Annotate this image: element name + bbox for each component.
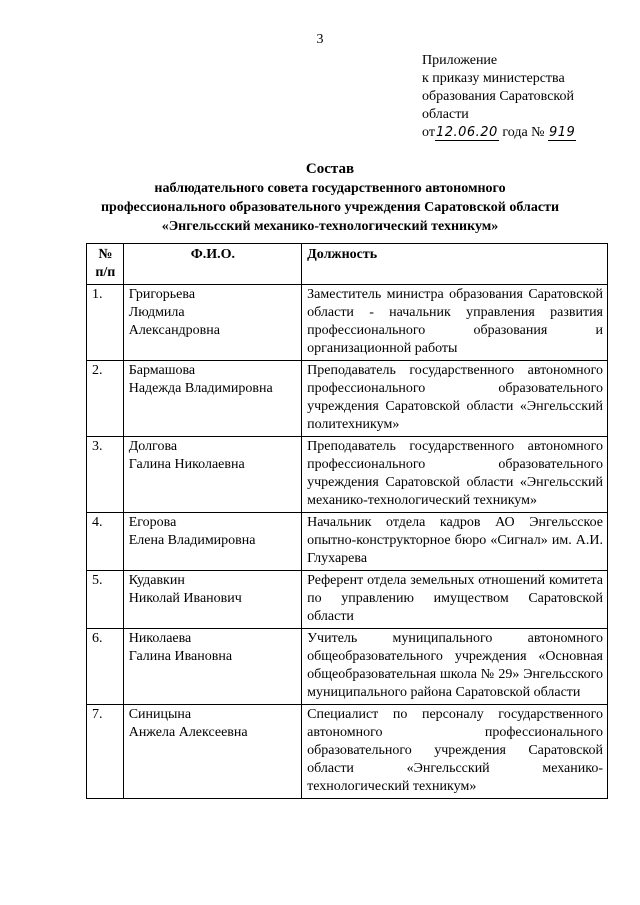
title-line-1: Состав <box>305 161 355 177</box>
council-members-table <box>86 243 608 799</box>
member-name-line: Бармашова <box>128 363 196 378</box>
member-name-line: Анжела Алексеевна <box>128 725 248 740</box>
member-name <box>123 437 301 513</box>
member-name-line: Егорова <box>128 515 177 530</box>
header-number: № п/п <box>87 244 124 285</box>
annex-line-2: к приказу министерства <box>422 71 565 86</box>
title-line-3: профессионального образовательного учреждения Саратовской области <box>100 200 560 215</box>
member-position: Преподаватель государственного автономного профессионального образовательного учреждения Саратовской области «Энгельсский политехникум» <box>302 361 608 437</box>
number-label: года № <box>502 125 545 140</box>
table-row <box>87 361 608 437</box>
member-name-line: Галина Ивановна <box>128 649 233 664</box>
member-position: Учитель муниципального автономного общеобразовательного учреждения «Основная общеобразовательная школа № 29» Энгельсского муниципального района Саратовской области <box>302 629 608 705</box>
table-row <box>87 705 608 799</box>
handwritten-number: 919 <box>549 125 576 140</box>
row-number: 2. <box>87 361 124 437</box>
row-number: 5. <box>87 571 124 629</box>
header-position: Должность <box>302 244 608 285</box>
annex-line-3: образования Саратовской <box>422 89 575 104</box>
member-name <box>123 571 301 629</box>
member-name <box>123 629 301 705</box>
annex-date-line <box>422 124 622 142</box>
member-name-line: Синицына <box>128 707 192 722</box>
annex-line-1: Приложение <box>422 53 498 68</box>
header-name: Ф.И.О. <box>123 244 301 285</box>
row-number: 3. <box>87 437 124 513</box>
member-name-line: Галина Николаевна <box>128 457 245 472</box>
member-name-line: Елена Владимировна <box>128 533 256 548</box>
member-position: Преподаватель государственного автономного профессионального образовательного учреждения Саратовской области «Энгельсский механико-технологический техникум» <box>302 437 608 513</box>
member-position: Заместитель министра образования Саратовской области - начальник управления развития профессионального образования и организационной работы <box>302 285 608 361</box>
row-number: 6. <box>87 629 124 705</box>
member-name-line: Григорьева <box>128 287 196 302</box>
member-name-line: Надежда Владимировна <box>128 381 273 396</box>
member-name-line: Александровна <box>128 323 220 338</box>
row-number: 1. <box>87 285 124 361</box>
table-row <box>87 571 608 629</box>
page-number: 3 <box>316 32 324 47</box>
row-number: 4. <box>87 513 124 571</box>
document-title <box>60 160 600 236</box>
date-prefix: от <box>422 125 435 140</box>
title-line-4: «Энгельсский механико-технологический техникум» <box>161 219 499 234</box>
table-row <box>87 285 608 361</box>
row-number: 7. <box>87 705 124 799</box>
member-name-line: Кудавкин <box>128 573 185 588</box>
table-row <box>87 629 608 705</box>
member-position: Референт отдела земельных отношений комитета по управлению имуществом Саратовской области <box>302 571 608 629</box>
member-name <box>123 361 301 437</box>
table-header-row <box>87 244 608 285</box>
handwritten-date: 12.06.20 <box>435 125 498 140</box>
member-name-line: Людмила <box>128 305 185 320</box>
table-row <box>87 513 608 571</box>
annex-block <box>422 52 622 142</box>
table-row <box>87 437 608 513</box>
member-name <box>123 285 301 361</box>
member-position: Специалист по персоналу государственного автономного профессионального образовательного учреждения Саратовской области «Энгельсский механико-технологический техникум» <box>302 705 608 799</box>
member-name-line: Долгова <box>128 439 178 454</box>
annex-line-4: области <box>422 107 469 122</box>
member-name <box>123 513 301 571</box>
member-name <box>123 705 301 799</box>
title-line-2: наблюдательного совета государственного автономного <box>154 181 506 196</box>
member-position: Начальник отдела кадров АО Энгельсское опытно-конструкторное бюро «Сигнал» им. А.И. Глухарева <box>302 513 608 571</box>
member-name-line: Николай Иванович <box>128 591 242 606</box>
member-name-line: Николаева <box>128 631 192 646</box>
